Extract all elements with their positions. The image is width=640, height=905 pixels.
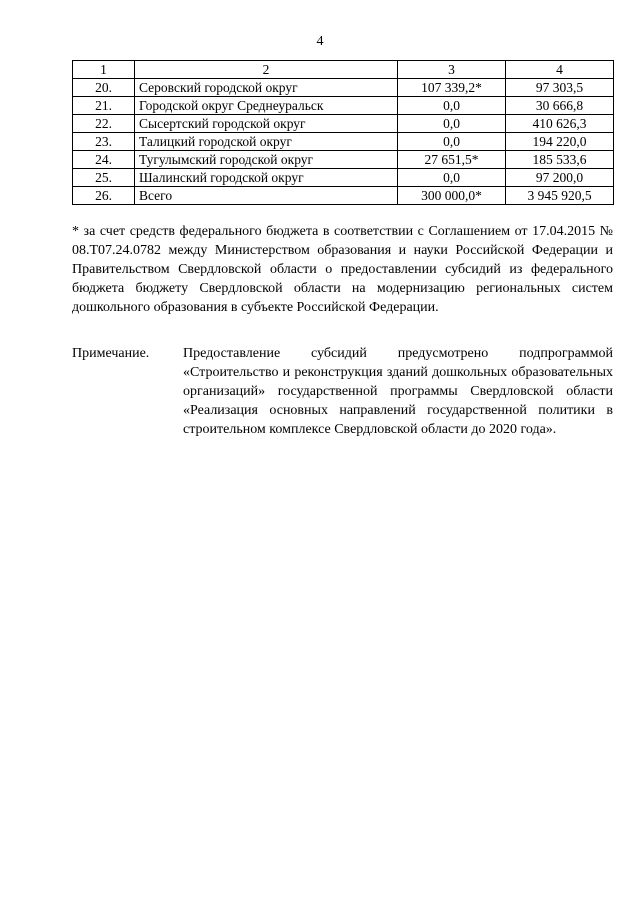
table-row: [73, 169, 614, 187]
cell-v3: 107 339,2*: [398, 79, 506, 97]
cell-v4: 3 945 920,5: [506, 187, 614, 205]
cell-name: Шалинский городской округ: [135, 169, 398, 187]
cell-v3: 0,0: [398, 115, 506, 133]
cell-name: Всего: [135, 187, 398, 205]
column-header: 3: [398, 61, 506, 79]
cell-v4: 97 303,5: [506, 79, 614, 97]
cell-name: Тугулымский городской округ: [135, 151, 398, 169]
cell-v4: 30 666,8: [506, 97, 614, 115]
cell-name: Городской округ Среднеуральск: [135, 97, 398, 115]
cell-num: 22.: [73, 115, 135, 133]
cell-v3: 300 000,0*: [398, 187, 506, 205]
cell-name: Серовский городской округ: [135, 79, 398, 97]
table-row: [73, 79, 614, 97]
cell-num: 23.: [73, 133, 135, 151]
page-number: 4: [316, 34, 324, 49]
cell-v3: 0,0: [398, 133, 506, 151]
cell-name: Сысертский городской округ: [135, 115, 398, 133]
note-label: Примечание.: [72, 346, 150, 361]
table-row: [73, 115, 614, 133]
table-row: [73, 151, 614, 169]
cell-num: 24.: [73, 151, 135, 169]
cell-v4: 185 533,6: [506, 151, 614, 169]
cell-v3: 27 651,5*: [398, 151, 506, 169]
column-header: 2: [135, 61, 398, 79]
column-header: 4: [506, 61, 614, 79]
table-header-row: [73, 61, 614, 79]
cell-num: 26.: [73, 187, 135, 205]
cell-num: 21.: [73, 97, 135, 115]
note-text: Предоставление субсидий предусмотрено подпрограммой «Строительство и реконструкция зданий дошкольных образовательных организаций» государственной программы Свердловской области «Реализация основных направлений государственной политики в строительном комплексе Свердловской области до 2020 года».: [183, 346, 613, 437]
footnote: * за счет средств федерального бюджета в соответствии с Соглашением от 17.04.2015 № 08.Т07.24.0782 между Министерством образования и науки Российской Федерации и Правительством Свердловской области о предоставлении субсидий из федерального бюджета бюджету Свердловской области на модернизацию региональных систем дошкольного образования в субъекте Российской Федерации.: [72, 224, 613, 315]
cell-v4: 410 626,3: [506, 115, 614, 133]
table-row: [73, 97, 614, 115]
cell-v3: 0,0: [398, 97, 506, 115]
cell-num: 25.: [73, 169, 135, 187]
subsidy-table: [72, 60, 614, 205]
column-header: 1: [73, 61, 135, 79]
table-row: [73, 133, 614, 151]
cell-v3: 0,0: [398, 169, 506, 187]
cell-v4: 194 220,0: [506, 133, 614, 151]
cell-num: 20.: [73, 79, 135, 97]
table-row: [73, 187, 614, 205]
cell-v4: 97 200,0: [506, 169, 614, 187]
cell-name: Талицкий городской округ: [135, 133, 398, 151]
